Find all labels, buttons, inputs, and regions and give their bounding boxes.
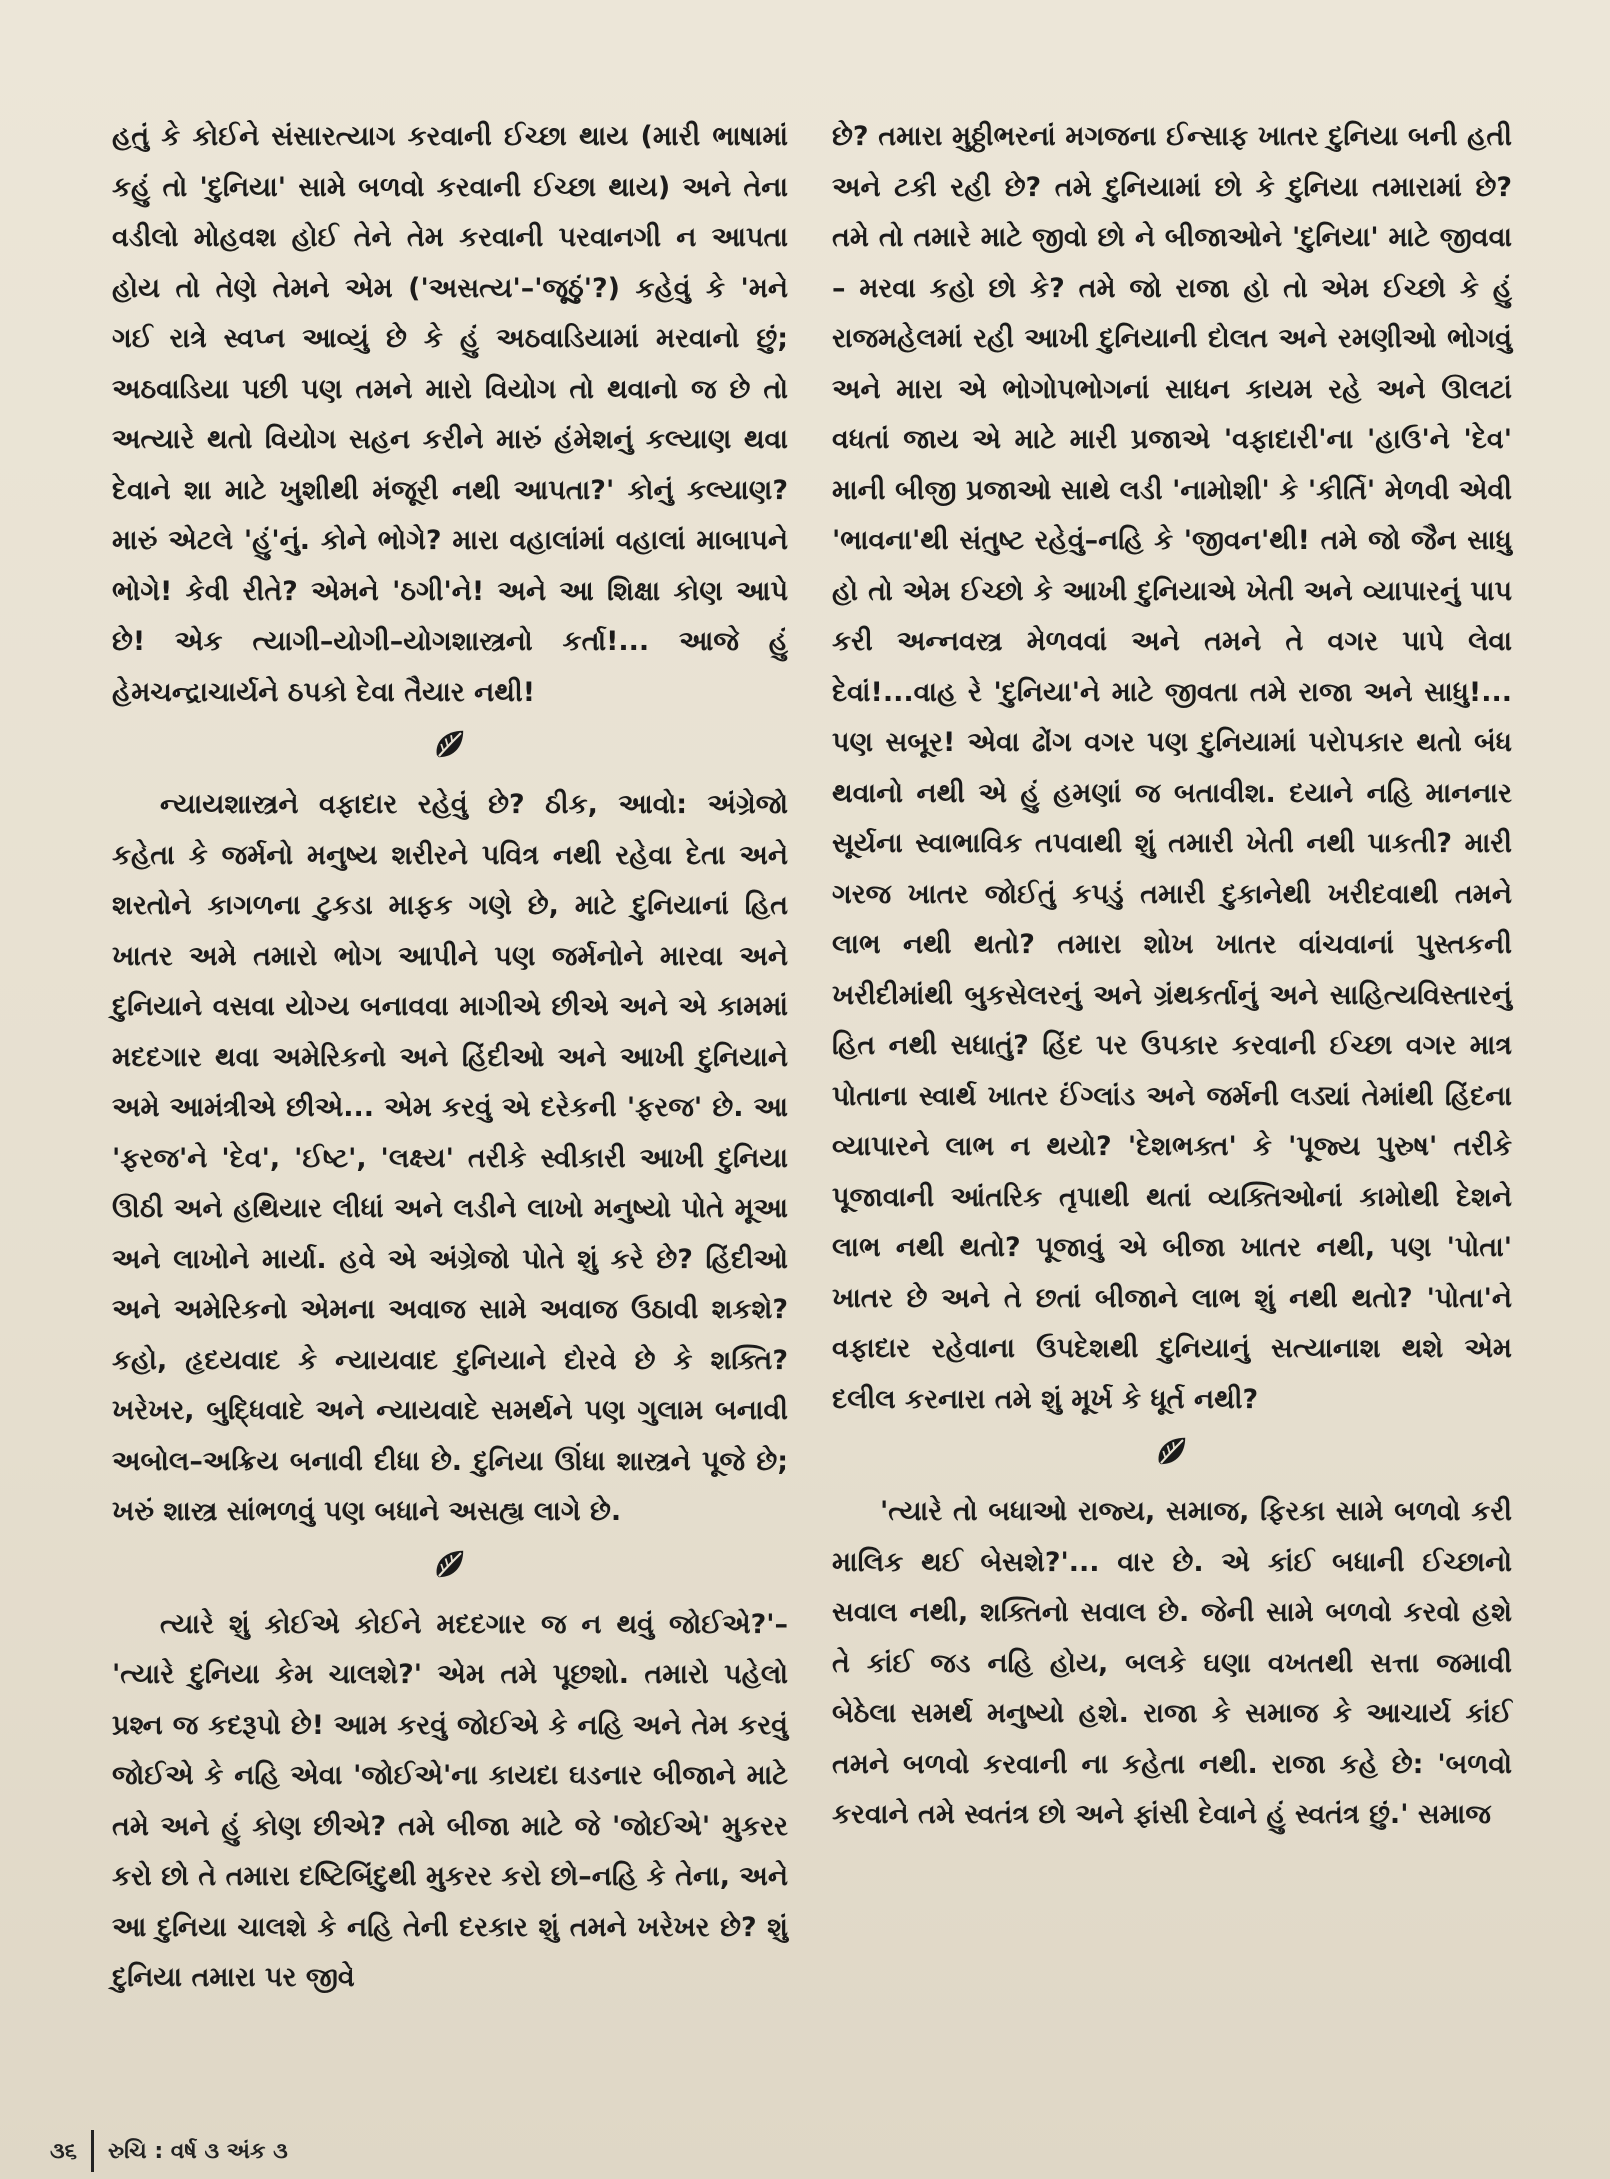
leaf-ornament-icon <box>112 1542 788 1586</box>
left-column <box>112 112 788 2004</box>
right-paragraph-1: છે? તમારા મુઠ્ઠીભરનાં મગજના ઈન્સાફ ખાતર દુનિયા બની હતી અને ટકી રહી છે? તમે દુનિયામાં છો કે દુનિયા તમારામાં છે? તમે તો તમારે માટે જીવો છો ને બીજાઓને 'દુનિયા' માટે જીવવા – મરવા કહો છો કે? તમે જો રાજા હો તો એમ ઈચ્છો કે હું રાજમહેલમાં રહી આખી દુનિયાની દોલત અને રમણીઓ ભોગવું અને મારા એ ભોગોપભોગનાં સાધન કાયમ રહે અને ઊલટાં વધતાં જાય એ માટે મારી પ્રજાએ 'વફાદારી'ના 'હાઉ'ને 'દેવ' માની બીજી પ્રજાઓ સાથે લડી 'નામોશી' કે 'કીર્તિ' મેળવી એવી 'ભાવના'થી સંતુષ્ટ રહેવું–નહિ કે 'જીવન'થી! તમે જો જૈન સાધુ હો તો એમ ઈચ્છો કે આખી દુનિયાએ ખેતી અને વ્યાપારનું પાપ કરી અન્નવસ્ત્ર મેળવવાં અને તમને તે વગર પાપે લેવા દેવાં!...વાહ રે 'દુનિયા'ને માટે જીવતા તમે રાજા અને સાધુ!... પણ સબૂર! એવા ઢોંગ વગર પણ દુનિયામાં પરોપકાર થતો બંધ થવાનો નથી એ હું હમણાં જ બતાવીશ. દયાને નહિ માનનાર સૂર્યના સ્વાભાવિક તપવાથી શું તમારી ખેતી નથી પાકતી? મારી ગરજ ખાતર જોઈતું કપડું તમારી દુકાનેથી ખરીદવાથી તમને લાભ નથી થતો? તમારા શોખ ખાતર વાંચવાનાં પુસ્તકની ખરીદીમાંથી બુકસેલરનું અને ગ્રંથકર્તાનું અને સાહિત્યવિસ્તારનું હિત નથી સધાતું? હિંદ પર ઉપકાર કરવાની ઈચ્છા વગર માત્ર પોતાના સ્વાર્થ ખાતર ઈંગ્લાંડ અને જર્મની લડ્યાં તેમાંથી હિંદના વ્યાપારને લાભ ન થયો? 'દેશભક્ત' કે 'પૂજ્ય પુરુષ' તરીકે પૂજાવાની આંતરિક તૃપાથી થતાં વ્યક્તિઓનાં કામોથી દેશને લાભ નથી થતો? પૂજાવું એ બીજા ખાતર નથી, પણ 'પોતા' ખાતર છે અને તે છતાં બીજાને લાભ શું નથી થતો? 'પોતા'ને વફાદાર રહેવાના ઉપદેશથી દુનિયાનું સત્યાનાશ થશે એમ દલીલ કરનારા તમે શું મૂર્ખ કે ધૂર્ત નથી? <box>832 121 1512 1415</box>
leaf-ornament-icon <box>832 1429 1512 1473</box>
right-column <box>832 112 1512 1841</box>
page-number: ૩૬ <box>50 2138 77 2164</box>
magazine-issue: રુચિ : વર્ષ ૩ અંક ૩ <box>107 2138 288 2164</box>
left-paragraph-3: ત્યારે શું કોઈએ કોઈને મદદગાર જ ન થવું જોઈએ?'– 'ત્યારે દુનિયા કેમ ચાલશે?' એમ તમે પૂછશો. તમારો પહેલો પ્રશ્ન જ કદરૂપો છે! આમ કરવું જોઈએ કે નહિ અને તેમ કરવું જોઈએ કે નહિ એવા 'જોઈએ'ના કાયદા ઘડનાર બીજાને માટે તમે અને હું કોણ છીએ? તમે બીજા માટે જે 'જોઈએ' મુકરર કરો છો તે તમારા દષ્ટિબિંદુથી મુકરર કરો છો–નહિ કે તેના, અને આ દુનિયા ચાલશે કે નહિ તેની દરકાર શું તમને ખરેખર છે? શું દુનિયા તમારા પર જીવે <box>112 1608 788 1993</box>
left-paragraph-2: ન્યાયશાસ્ત્રને વફાદાર રહેવું છે? ઠીક, આવો: અંગ્રેજો કહેતા કે જર્મનો મનુષ્ય શરીરને પવિત્ર નથી રહેવા દેતા અને શરતોને કાગળના ટુકડા માફક ગણે છે, માટે દુનિયાનાં હિત ખાતર અમે તમારો ભોગ આપીને પણ જર્મનોને મારવા અને દુનિયાને વસવા યોગ્ય બનાવવા માગીએ છીએ અને એ કામમાં મદદગાર થવા અમેરિકનો અને હિંદીઓ અને આખી દુનિયાને અમે આમંત્રીએ છીએ... એમ કરવું એ દરેકની 'ફરજ' છે. આ 'ફરજ'ને 'દેવ', 'ઈષ્ટ', 'લક્ષ્ય' તરીકે સ્વીકારી આખી દુનિયા ઊઠી અને હથિયાર લીધાં અને લડીને લાખો મનુષ્યો પોતે મૂઆ અને લાખોને માર્યા. હવે એ અંગ્રેજો પોતે શું કરે છે? હિંદીઓ અને અમેરિકનો એમના અવાજ સામે અવાજ ઉઠાવી શકશે? કહો, હૃદયવાદ કે ન્યાયવાદ દુનિયાને દોરવે છે કે શક્તિ? ખરેખર, બુદ્ધિવાદે અને ન્યાયવાદે સમર્થને પણ ગુલામ બનાવી અબોલ–અક્રિય બનાવી દીધા છે. દુનિયા ઊંધા શાસ્ત્રને પૂજે છે; ખરું શાસ્ત્ર સાંભળવું પણ બધાને અસહ્ય લાગે છે. <box>112 789 788 1527</box>
left-paragraph-1: હતું કે કોઈને સંસારત્યાગ કરવાની ઈચ્છા થાય (મારી ભાષામાં કહું તો 'દુનિયા' સામે બળવો કરવાની ઈચ્છા થાય) અને તેના વડીલો મોહવશ હોઈ તેને તેમ કરવાની પરવાનગી ન આપતા હોય તો તેણે તેમને એમ ('અસત્ય'–'જૂઠું'?) કહેવું કે 'મને ગઈ રાત્રે સ્વપ્ન આવ્યું છે કે હું અઠવાડિયામાં મરવાનો છું; અઠવાડિયા પછી પણ તમને મારો વિયોગ તો થવાનો જ છે તો અત્યારે થતો વિયોગ સહન કરીને મારું હંમેશનું કલ્યાણ થવા દેવાને શા માટે ખુશીથી મંજૂરી નથી આપતા?' કોનું કલ્યાણ? મારું એટલે 'હું'નું. કોને ભોગે? મારા વહાલાંમાં વહાલાં માબાપને ભોગે! કેવી રીતે? એમને 'ઠગી'ને! અને આ શિક્ષા કોણ આપે છે! એક ત્યાગી–યોગી–યોગશાસ્ત્રનો કર્તા!... આજે હું હેમચન્દ્રાચાર્યને ઠપકો દેવા તૈયાર નથી! <box>112 121 788 708</box>
page-footer <box>50 2130 288 2172</box>
right-paragraph-2: 'ત્યારે તો બધાઓ રાજ્ય, સમાજ, ફિરકા સામે બળવો કરી માલિક થઈ બેસશે?'... વાર છે. એ કાંઈ બધાની ઈચ્છાનો સવાલ નથી, શક્તિનો સવાલ છે. જેની સામે બળવો કરવો હશે તે કાંઈ જડ નહિ હોય, બલકે ઘણા વખતથી સત્તા જમાવી બેઠેલા સમર્થ મનુષ્યો હશે. રાજા કે સમાજ કે આચાર્ય કાંઈ તમને બળવો કરવાની ના કહેતા નથી. રાજા કહે છે: 'બળવો કરવાને તમે સ્વતંત્ર છો અને ફાંસી દેવાને હું સ્વતંત્ર છું.' સમાજ <box>832 1496 1512 1830</box>
leaf-ornament-icon <box>112 722 788 766</box>
footer-divider <box>91 2130 94 2172</box>
